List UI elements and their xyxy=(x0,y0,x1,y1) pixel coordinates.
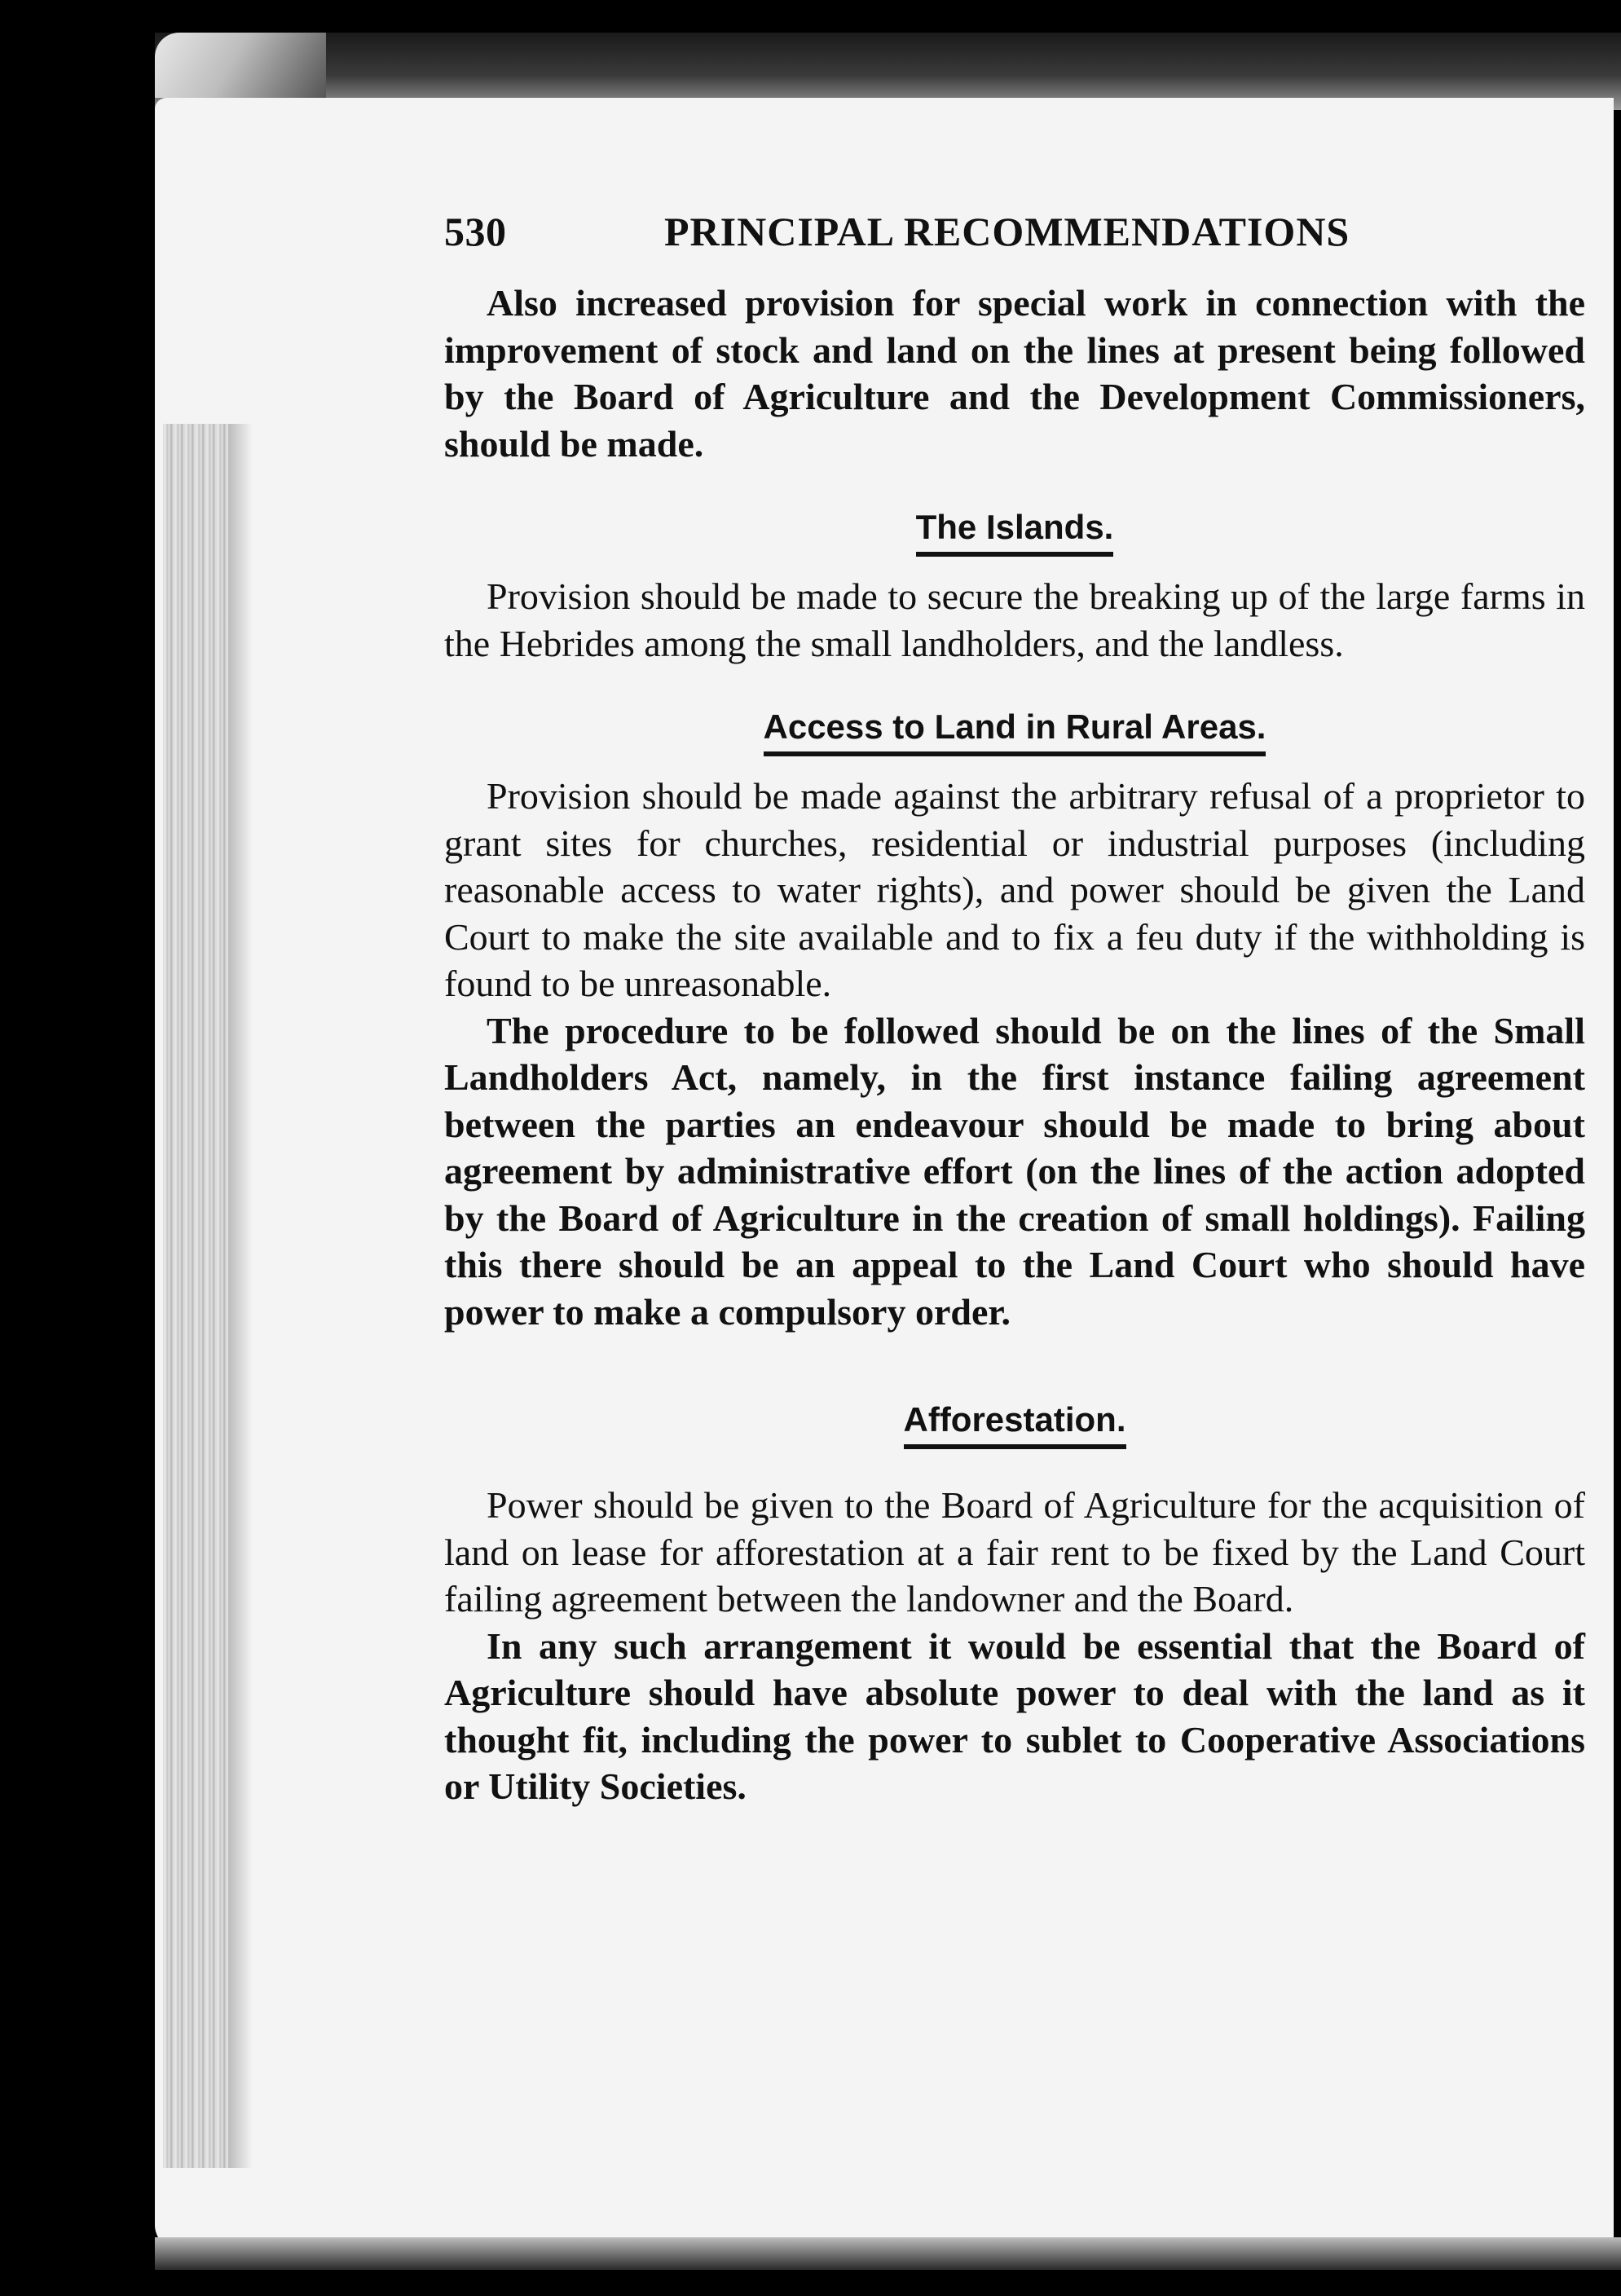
paragraph-islands-1: Provision should be made to secure the breaking up of the large farms in the Hebrides among the small landholders, and the landless. xyxy=(444,575,1585,664)
heading-access-wrap xyxy=(444,707,1585,756)
page-number: 530 xyxy=(444,209,507,254)
running-head xyxy=(444,208,1585,255)
paragraph-afforestation-2: In any such arrangement it would be essential that the Board of Agriculture should have absolute power to deal with the land as it thought fit, including the power to sublet to Cooperative Associations or Utility Societies. xyxy=(444,1624,1585,1807)
binding-shadow xyxy=(228,424,253,2168)
stacked-page-edges xyxy=(163,424,228,2168)
bottom-page-edge xyxy=(155,2237,1621,2270)
page-text xyxy=(444,208,1585,1810)
paragraph-intro: Also increased provision for special work in connection with the improvement of stock and land on the lines at present being followed by the Board of Agriculture and the Development Commissioners, should be made. xyxy=(444,282,1585,465)
page-corner-curl xyxy=(155,33,326,98)
heading-afforestation: Afforestation. xyxy=(904,1400,1126,1449)
heading-afforestation-wrap xyxy=(444,1400,1585,1449)
heading-islands-wrap xyxy=(444,508,1585,557)
paragraph-access-2: The procedure to be followed should be on the lines of the Small Landholders Act, namely, in the first instance failing agreement between the parties an endeavour should be made to bring about agreement by administrative effort (on the lines of the action adopted by the Board of Agriculture in the creation of small holdings). Failing this there should be an appeal to the Land Court who should have power to make a compulsory order. xyxy=(444,1009,1585,1333)
paragraph-afforestation-1: Power should be given to the Board of Agriculture for the acquisition of land on lease for afforestation at a fair rent to be fixed by the Land Court failing agreement between the landowner and the Board. xyxy=(444,1484,1585,1620)
running-title: PRINCIPAL RECOMMENDATIONS xyxy=(664,209,1350,254)
heading-access: Access to Land in Rural Areas. xyxy=(764,707,1266,756)
heading-islands: The Islands. xyxy=(916,508,1114,557)
paragraph-access-1: Provision should be made against the arbitrary refusal of a proprietor to grant sites for churches, residential or industrial purposes (including reasonable access to water rights), and power should be given the Land Court to make the site available and to fix a feu duty if the withholding is found to be unreasonable. xyxy=(444,775,1585,1004)
